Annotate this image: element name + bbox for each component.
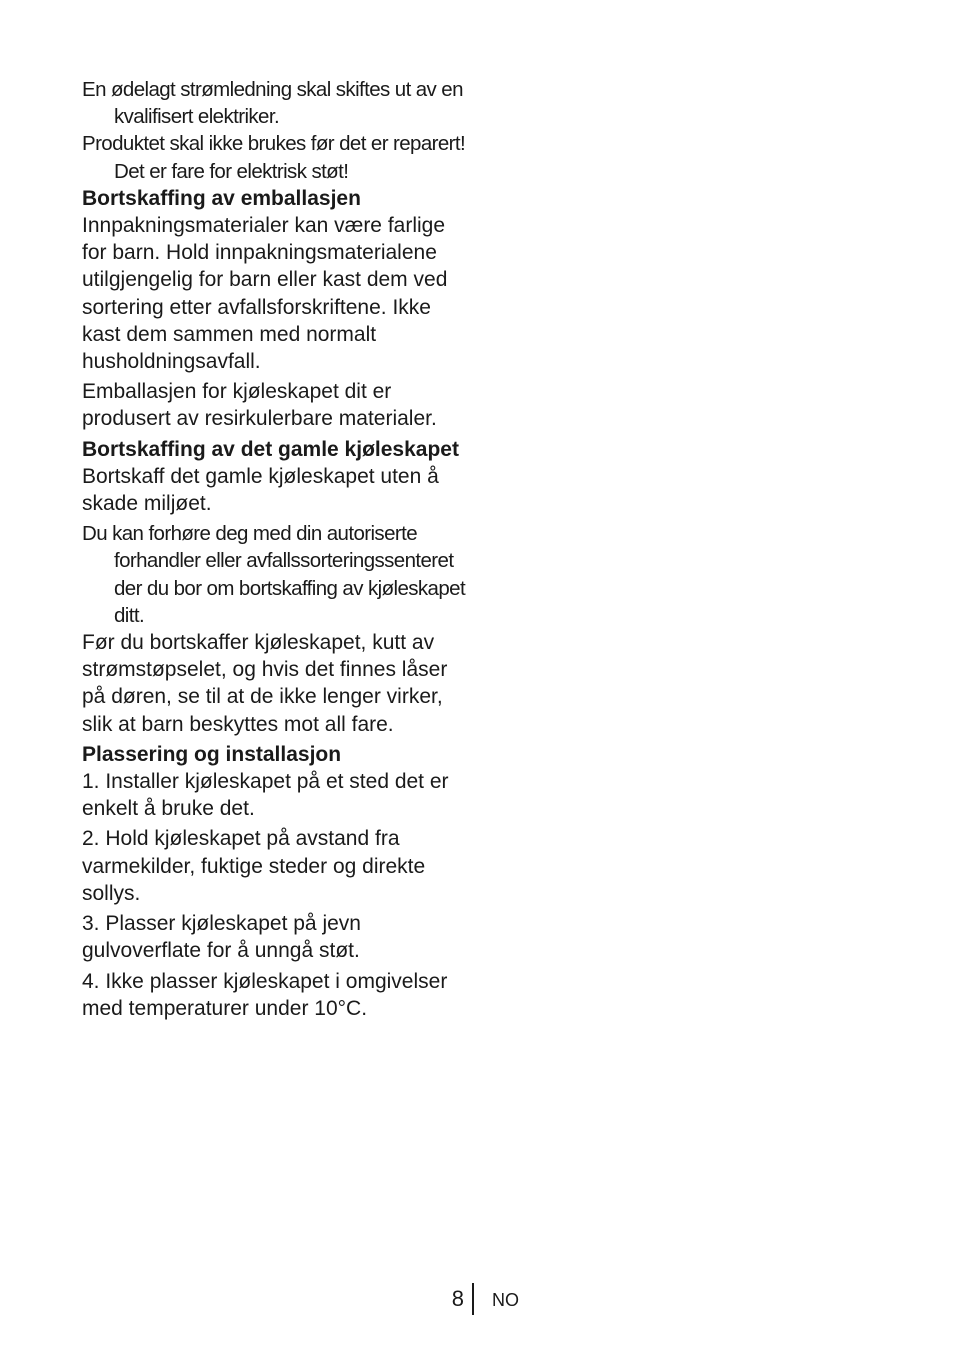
main-text-column: [82, 76, 472, 1025]
list-item-4: 4. Ikke plasser kjøleskapet i omgivelser med temperaturer under 10°C.: [82, 969, 448, 1020]
paragraph-packaging-recyclable: Emballasjen for kjøleskapet dit er produsert av resirkulerbare materialer.: [82, 380, 437, 431]
heading-packaging-disposal: Bortskaffing av emballasjen: [82, 186, 361, 210]
heading-placement-installation: Plassering og installasjon: [82, 742, 342, 766]
paragraph-packaging-danger: Innpakningsmaterialer kan være farlige for barn. Hold innpakningsmaterialene utilgjengelig for barn eller kast dem ved sortering etter avfallsforskriftene. Ikke kast dem sammen med normalt husholdningsavfall.: [82, 214, 448, 374]
list-item-3: 3. Plasser kjøleskapet på jevn gulvoverflate for å unngå støt.: [82, 912, 361, 963]
page-number: 8: [451, 1286, 464, 1311]
paragraph-cut-plug: Før du bortskaffer kjøleskapet, kutt av strømstøpselet, og hvis det finnes låser på døren, se til at de ikke lenger virker, slik at barn beskyttes mot all fare.: [82, 631, 448, 736]
heading-old-fridge-disposal: Bortskaffing av det gamle kjøleskapet: [82, 437, 459, 461]
paragraph-repair-warning: Produktet skal ikke brukes før det er reparert! Det er fare for elektrisk støt!: [82, 132, 466, 183]
paragraph-dispose-environment: Bortskaff det gamle kjøleskapet uten å skade miljøet.: [82, 464, 439, 516]
footer-divider: [472, 1283, 474, 1315]
paragraph-ask-dealer: Du kan forhøre deg med din autoriserte forhandler eller avfallssorteringssenteret der du bor om bortskaffing av kjøleskapet ditt.: [82, 522, 466, 627]
paragraph-power-cord: En ødelagt strømledning skal skiftes ut av en kvalifisert elektriker.: [82, 78, 463, 129]
language-code: NO: [492, 1290, 519, 1310]
list-item-1: 1. Installer kjøleskapet på et sted det er enkelt å bruke det.: [82, 770, 449, 821]
list-item-2: 2. Hold kjøleskapet på avstand fra varmekilder, fuktige steder og direkte sollys.: [82, 827, 426, 905]
